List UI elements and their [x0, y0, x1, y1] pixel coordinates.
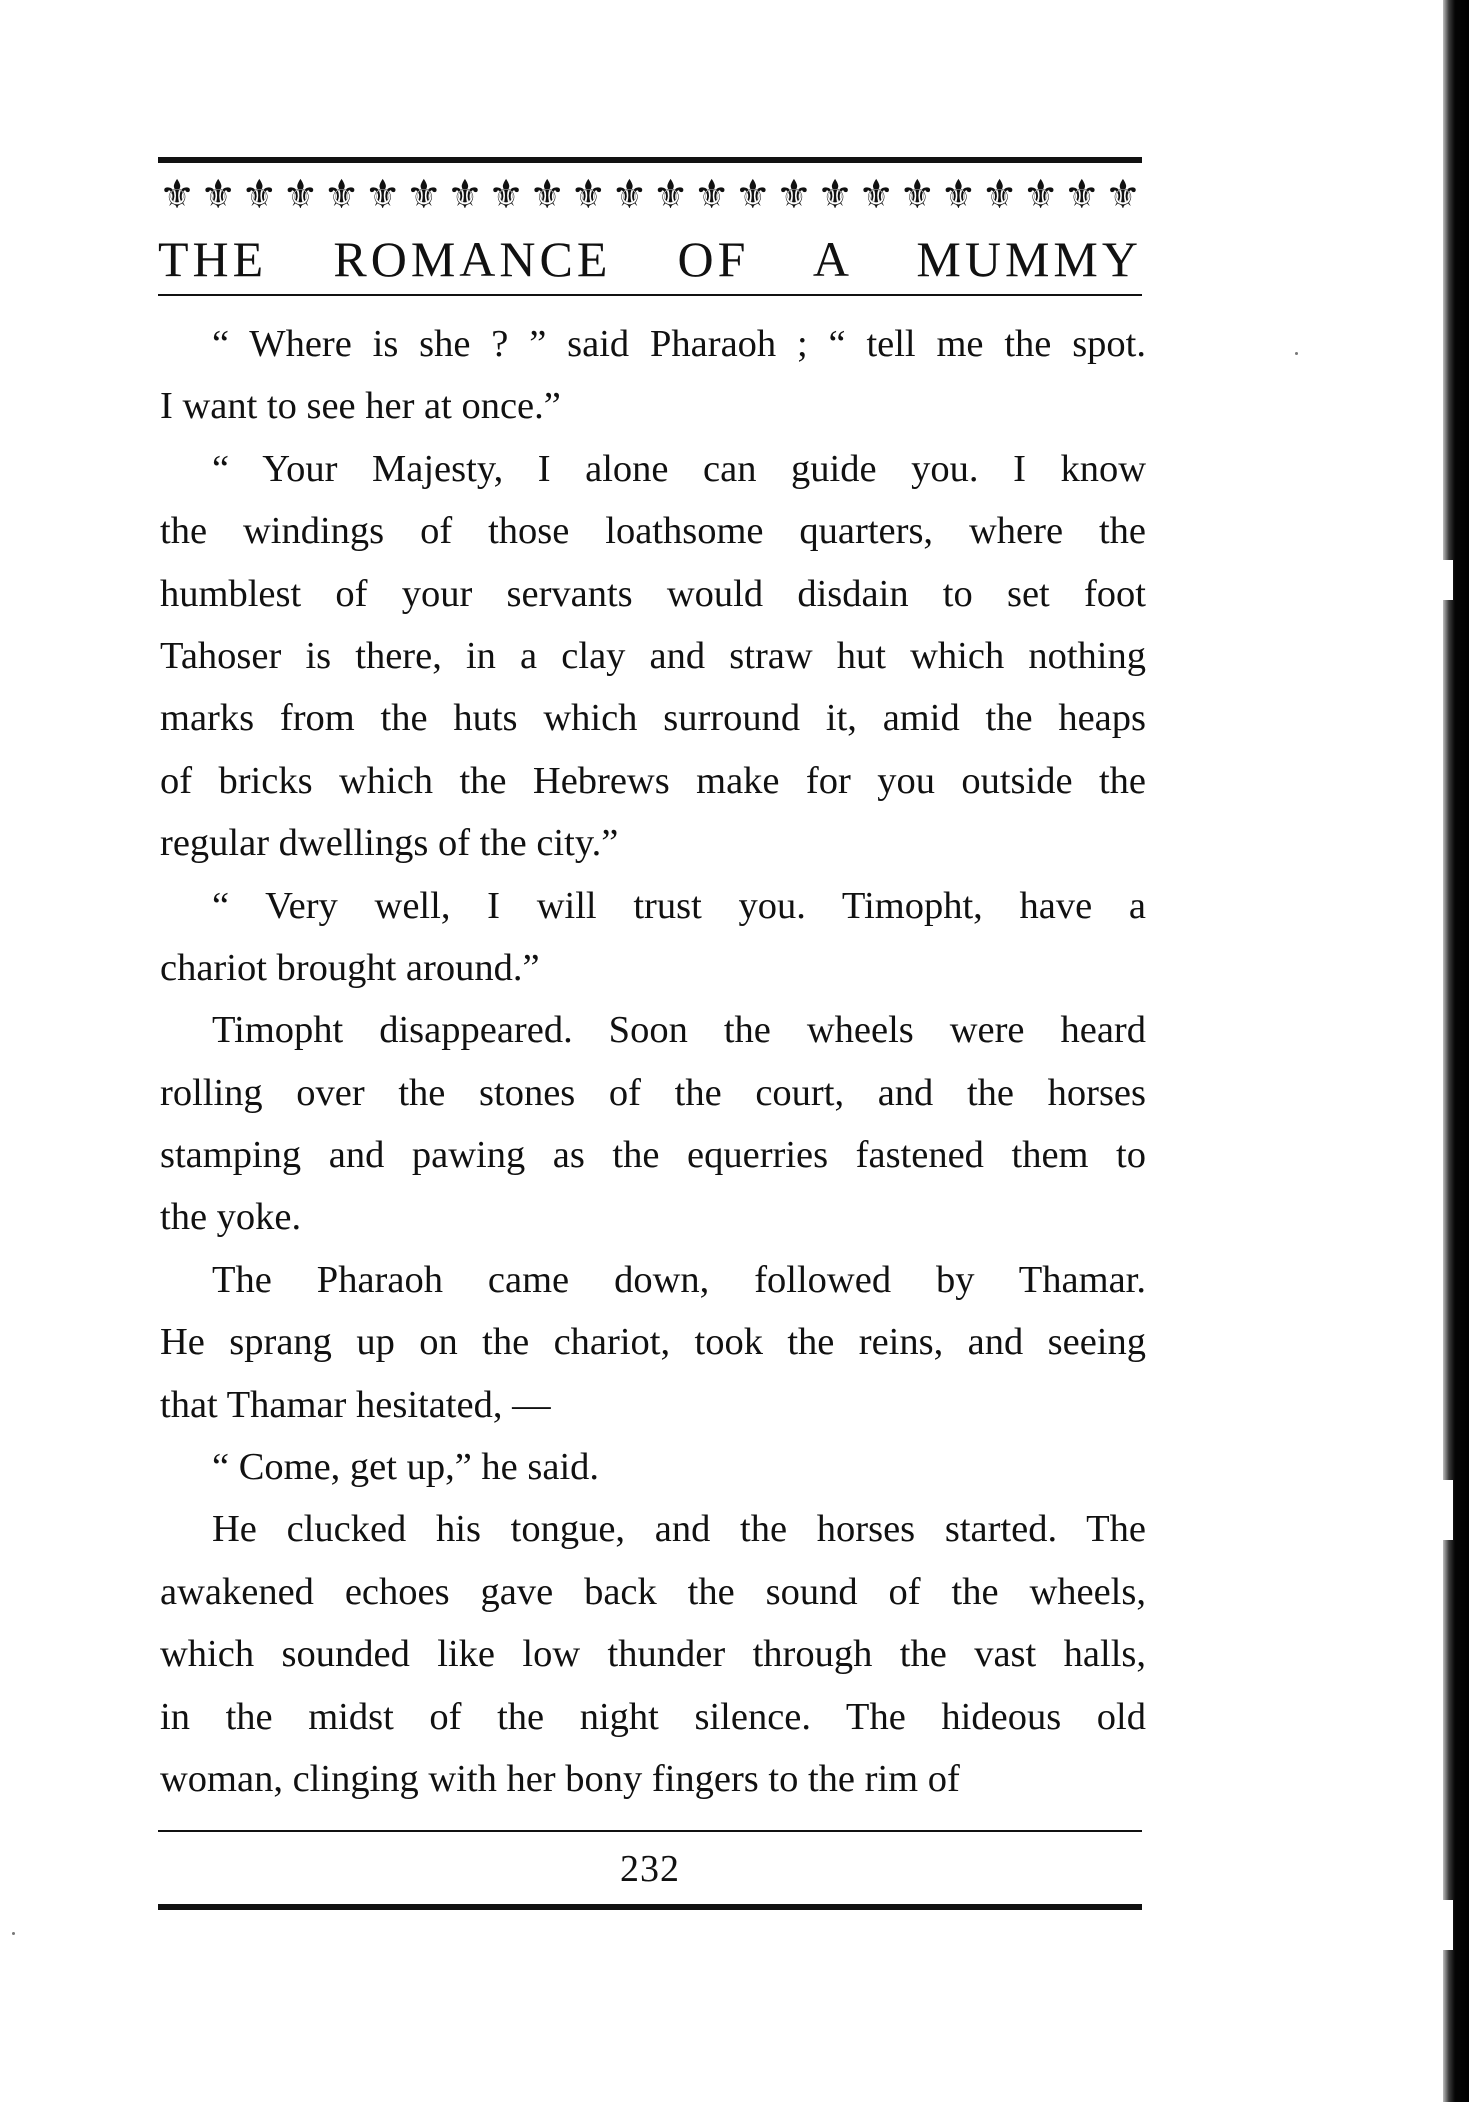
scan-speck	[12, 1932, 15, 1935]
fleur-de-lis-icon: ⚜	[775, 172, 812, 218]
paragraph	[160, 313, 1146, 438]
text-line: He sprang up on the chariot, took the reins, and seeing	[160, 1321, 1146, 1364]
fleur-de-lis-icon: ⚜	[899, 172, 936, 218]
text-line: the windings of those loathsome quarters, where the	[160, 510, 1146, 553]
paragraph	[160, 1249, 1146, 1436]
text-line: chariot brought around.”	[160, 946, 540, 989]
fleur-de-lis-ornament-band	[158, 170, 1142, 220]
fleur-de-lis-icon: ⚜	[693, 172, 730, 218]
fleur-de-lis-icon: ⚜	[652, 172, 689, 218]
fleur-de-lis-icon: ⚜	[405, 172, 442, 218]
fleur-de-lis-icon: ⚜	[364, 172, 401, 218]
fleur-de-lis-icon: ⚜	[446, 172, 483, 218]
scan-binding-edge	[1443, 0, 1469, 2102]
text-line: Tahoser is there, in a clay and straw hut which nothing	[160, 634, 1146, 677]
text-line: I want to see her at once.”	[160, 385, 561, 428]
header-rule	[158, 294, 1142, 296]
paragraph	[160, 1498, 1146, 1810]
footer-rule-bottom	[158, 1904, 1142, 1910]
footer-rule-top	[158, 1830, 1142, 1832]
body-text	[160, 313, 1146, 1810]
fleur-de-lis-icon: ⚜	[611, 172, 648, 218]
text-line: He clucked his tongue, and the horses started. The	[212, 1508, 1146, 1551]
text-line: awakened echoes gave back the sound of the wheels,	[160, 1570, 1146, 1613]
paragraph	[160, 438, 1146, 875]
fleur-de-lis-icon: ⚜	[529, 172, 566, 218]
fleur-de-lis-icon: ⚜	[241, 172, 278, 218]
paragraph	[160, 999, 1146, 1249]
text-line: Timopht disappeared. Soon the wheels were heard	[212, 1009, 1146, 1052]
fleur-de-lis-icon: ⚜	[817, 172, 853, 218]
fleur-de-lis-icon: ⚜	[1104, 172, 1141, 218]
text-line: marks from the huts which surround it, amid the heaps	[160, 697, 1146, 740]
text-line: woman, clinging with her bony fingers to the rim of	[160, 1757, 960, 1800]
text-line: “ Your Majesty, I alone can guide you. I know	[212, 447, 1146, 490]
scan-speck	[1295, 352, 1298, 355]
text-line: stamping and pawing as the equerries fastened them to	[160, 1134, 1146, 1177]
running-head: THE ROMANCE OF A MUMMY	[158, 231, 1142, 287]
text-line: in the midst of the night silence. The hideous old	[160, 1695, 1146, 1738]
text-line: the yoke.	[160, 1196, 302, 1239]
fleur-de-lis-icon: ⚜	[981, 172, 1018, 218]
fleur-de-lis-icon: ⚜	[940, 172, 977, 218]
fleur-de-lis-icon: ⚜	[200, 172, 237, 218]
paragraph	[160, 875, 1146, 1000]
top-rule	[158, 157, 1142, 163]
fleur-de-lis-icon: ⚜	[858, 172, 895, 218]
fleur-de-lis-icon: ⚜	[570, 172, 607, 218]
text-line: that Thamar hesitated, —	[160, 1383, 551, 1426]
fleur-de-lis-icon: ⚜	[734, 172, 771, 218]
text-line: “ Very well, I will trust you. Timopht, have a	[212, 884, 1146, 927]
text-line: “ Where is she ? ” said Pharaoh ; “ tell me the spot.	[212, 323, 1146, 365]
fleur-de-lis-icon: ⚜	[1022, 172, 1059, 218]
text-line: “ Come, get up,” he said.	[212, 1446, 600, 1489]
fleur-de-lis-icon: ⚜	[323, 172, 360, 218]
fleur-de-lis-icon: ⚜	[1063, 172, 1100, 218]
fleur-de-lis-icon: ⚜	[159, 172, 195, 218]
text-line: of bricks which the Hebrews make for you outside the	[160, 759, 1146, 802]
fleur-de-lis-icon: ⚜	[488, 172, 524, 218]
text-line: regular dwellings of the city.”	[160, 822, 619, 865]
page-number: 232	[620, 1848, 680, 1890]
text-line: humblest of your servants would disdain to set foot	[160, 572, 1146, 615]
text-line: The Pharaoh came down, followed by Thamar.	[212, 1258, 1146, 1301]
text-line: rolling over the stones of the court, and the horses	[160, 1071, 1146, 1114]
text-line: which sounded like low thunder through the vast halls,	[160, 1633, 1146, 1676]
paragraph	[160, 1436, 1146, 1498]
fleur-de-lis-icon: ⚜	[282, 172, 319, 218]
